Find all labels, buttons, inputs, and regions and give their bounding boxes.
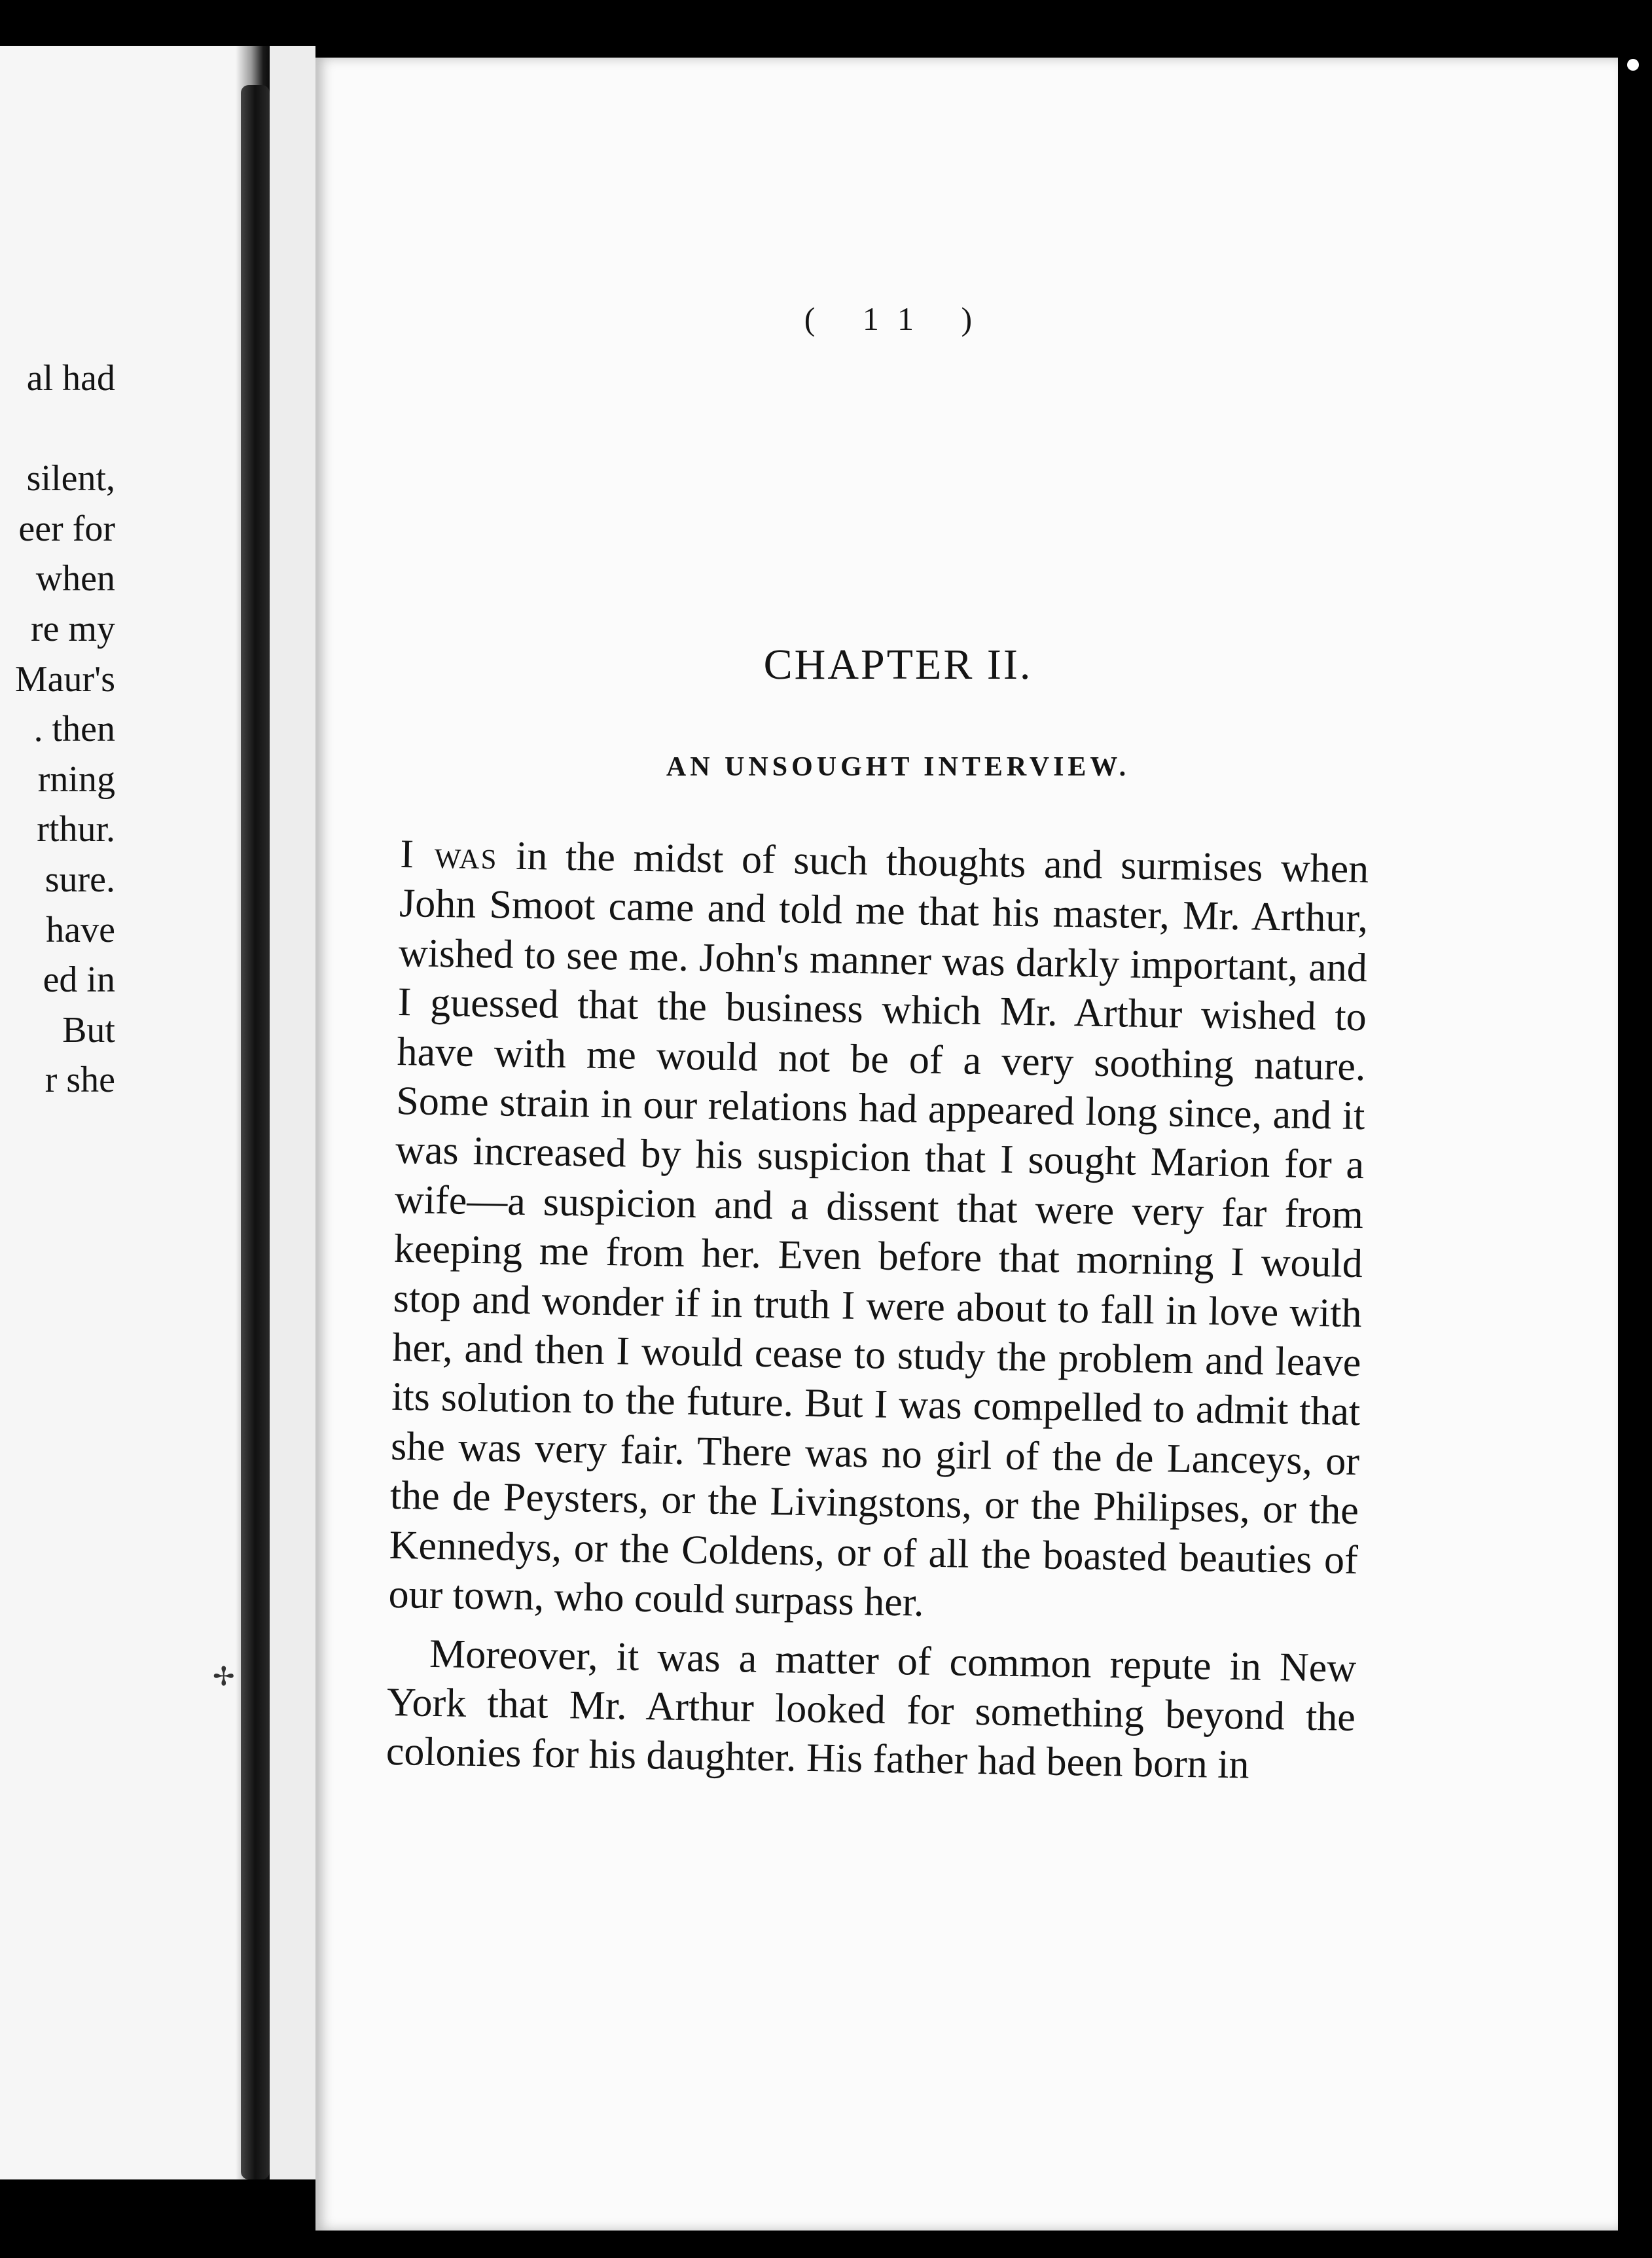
fragment-line: al had xyxy=(26,358,115,399)
chapter-title: CHAPTER II. xyxy=(763,641,1033,689)
previous-page-text xyxy=(0,353,115,1105)
fragment-line: ed in xyxy=(43,959,115,1001)
page-number: ( 11 ) xyxy=(804,300,992,337)
scan-speck: ✢ xyxy=(213,1662,235,1691)
fragment-line: But xyxy=(62,1009,115,1050)
fragment-line: silent, xyxy=(26,458,115,499)
fragment-line: Maur's xyxy=(14,658,115,700)
fragment-line: when xyxy=(35,558,115,600)
scan-edge-mark xyxy=(1627,59,1639,71)
chapter-body xyxy=(386,830,1369,1792)
chapter-subtitle: AN UNSOUGHT INTERVIEW. xyxy=(666,752,1130,782)
fragment-line: have xyxy=(46,909,115,950)
paragraph-text: Moreover, it was a matter of common repute in New York that Mr. Arthur looked for something beyond the colonies for his daughter. His father had been born in xyxy=(386,1631,1357,1787)
fragment-line: sure. xyxy=(45,859,115,900)
book-gutter xyxy=(241,85,270,2179)
fragment-line: . then xyxy=(33,709,115,750)
page-edge-strip xyxy=(270,46,315,2179)
paragraph-lead: I was xyxy=(399,831,499,878)
paragraph xyxy=(386,1628,1356,1791)
fragment-line: re my xyxy=(30,608,115,649)
fragment-line: eer for xyxy=(18,508,115,549)
fragment-line: rthur. xyxy=(37,809,115,850)
fragment-line: r she xyxy=(45,1060,115,1101)
paragraph-text: in the midst of such thoughts and surmises when John Smoot came and told me that his master, Mr. Arthur, wished to see me. John's manner was darkly important, and I guessed that the business which Mr. Arthur wished to have with me would not be of a very soothing nature. Some strain in our relations had appeared long since, and it was increased by his suspicion that I sought Marion for a wife—a suspicion and a dissent that were very far from keeping me from her. Even before that morning I would stop and wonder if in truth I were about to fall in love with her, and then I would cease to study the problem and leave its solution to the future. But I was compelled to admit that she was very fair. There was no girl of the de Lanceys, or the de Peysters, or the Livingstons, or the Philipses, or the Kennedys, or the Coldens, or of all the boasted beauties of our town, who could surpass her. xyxy=(388,833,1369,1625)
fragment-line: rning xyxy=(37,759,115,800)
paragraph xyxy=(388,830,1369,1635)
fragment-line xyxy=(0,404,115,454)
book-page xyxy=(315,58,1618,2231)
